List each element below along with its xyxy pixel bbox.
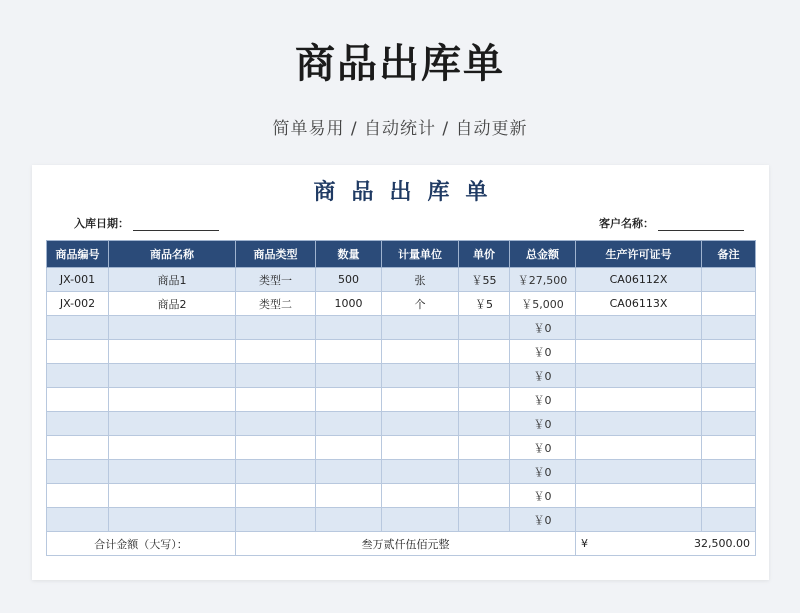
table-cell[interactable] <box>702 436 756 460</box>
table-cell[interactable] <box>459 460 510 484</box>
table-cell[interactable] <box>316 508 382 532</box>
date-input-line[interactable] <box>133 218 219 231</box>
table-cell[interactable] <box>109 340 236 364</box>
table-cell[interactable]: 个 <box>382 292 459 316</box>
sheet-title: 商品出库单 <box>313 180 504 205</box>
table-cell[interactable] <box>576 412 702 436</box>
table-cell[interactable] <box>236 436 316 460</box>
customer-input-line[interactable] <box>658 218 744 231</box>
table-cell[interactable]: 500 <box>316 268 382 292</box>
table-cell[interactable]: ￥0 <box>510 340 576 364</box>
table-cell[interactable] <box>316 484 382 508</box>
table-cell[interactable]: ￥0 <box>510 316 576 340</box>
col-header: 计量单位 <box>382 241 459 268</box>
table-row <box>47 268 756 292</box>
total-amount-cell <box>576 532 756 556</box>
table-cell[interactable] <box>316 460 382 484</box>
table-cell[interactable] <box>459 436 510 460</box>
table-cell[interactable] <box>236 508 316 532</box>
table-cell[interactable] <box>47 484 109 508</box>
total-row <box>47 532 756 556</box>
table-cell[interactable] <box>47 364 109 388</box>
table-cell[interactable] <box>576 460 702 484</box>
table-cell[interactable]: ￥0 <box>510 484 576 508</box>
table-cell[interactable] <box>382 484 459 508</box>
table-header-row <box>47 241 756 268</box>
table-cell[interactable] <box>576 508 702 532</box>
table-cell[interactable] <box>576 340 702 364</box>
table-cell[interactable] <box>459 364 510 388</box>
table-row <box>47 364 756 388</box>
table-cell[interactable] <box>382 436 459 460</box>
col-header: 数量 <box>316 241 382 268</box>
table-cell[interactable]: ￥0 <box>510 508 576 532</box>
table-cell[interactable] <box>459 484 510 508</box>
table-cell[interactable]: 1000 <box>316 292 382 316</box>
table-cell[interactable]: 商品1 <box>109 268 236 292</box>
table-cell[interactable] <box>382 508 459 532</box>
table-cell[interactable] <box>382 364 459 388</box>
table-cell[interactable]: ￥5,000 <box>510 292 576 316</box>
table-row <box>47 292 756 316</box>
table-cell[interactable] <box>702 484 756 508</box>
table-row <box>47 460 756 484</box>
total-amount-wrap <box>579 537 752 550</box>
table-row <box>47 412 756 436</box>
table-cell[interactable] <box>236 364 316 388</box>
table-cell[interactable] <box>109 316 236 340</box>
table-cell[interactable] <box>47 460 109 484</box>
table-cell[interactable] <box>576 364 702 388</box>
table-cell[interactable] <box>316 388 382 412</box>
table-cell[interactable] <box>459 412 510 436</box>
table-cell[interactable] <box>236 484 316 508</box>
table-cell[interactable]: 张 <box>382 268 459 292</box>
table-body <box>47 268 756 556</box>
col-header: 商品编号 <box>47 241 109 268</box>
table-row <box>47 316 756 340</box>
table-cell[interactable] <box>576 436 702 460</box>
total-currency: ¥ <box>581 537 588 550</box>
table-cell[interactable] <box>382 412 459 436</box>
table-cell[interactable] <box>576 484 702 508</box>
table-cell[interactable] <box>236 316 316 340</box>
table-cell[interactable] <box>702 412 756 436</box>
table-cell[interactable] <box>236 460 316 484</box>
table-row <box>47 340 756 364</box>
table-cell[interactable]: JX-002 <box>47 292 109 316</box>
total-in-words: 叁万贰仟伍佰元整 <box>236 532 576 556</box>
table-cell[interactable]: 商品2 <box>109 292 236 316</box>
page-title: 商品出库单 <box>295 41 505 87</box>
table-cell[interactable] <box>382 340 459 364</box>
table-cell[interactable] <box>109 484 236 508</box>
table-row <box>47 508 756 532</box>
date-field <box>74 215 219 231</box>
table-row <box>47 436 756 460</box>
table-cell[interactable]: 类型一 <box>236 268 316 292</box>
table-cell[interactable] <box>702 364 756 388</box>
table-row <box>47 388 756 412</box>
col-header: 生产许可证号 <box>576 241 702 268</box>
table-cell[interactable] <box>47 388 109 412</box>
table-cell[interactable] <box>236 388 316 412</box>
table-cell[interactable] <box>459 340 510 364</box>
col-header: 总金额 <box>510 241 576 268</box>
date-label: 入库日期： <box>74 217 129 230</box>
table-cell[interactable] <box>316 340 382 364</box>
total-amount: 32,500.00 <box>694 537 750 550</box>
table-cell[interactable] <box>382 460 459 484</box>
table-cell[interactable]: ￥0 <box>510 460 576 484</box>
table-cell[interactable] <box>47 412 109 436</box>
col-header: 商品名称 <box>109 241 236 268</box>
col-header: 备注 <box>702 241 756 268</box>
table-cell[interactable] <box>109 436 236 460</box>
page-subtitle: 简单易用 / 自动统计 / 自动更新 <box>272 119 528 139</box>
table-cell[interactable] <box>702 460 756 484</box>
customer-label: 客户名称： <box>599 217 654 230</box>
table-cell[interactable]: ￥0 <box>510 412 576 436</box>
table-cell[interactable] <box>47 316 109 340</box>
table-cell[interactable] <box>576 316 702 340</box>
table-cell[interactable]: ￥55 <box>459 268 510 292</box>
outbound-sheet <box>32 165 769 580</box>
table-cell[interactable]: ￥0 <box>510 388 576 412</box>
table-cell[interactable]: ￥0 <box>510 364 576 388</box>
table-cell[interactable] <box>109 460 236 484</box>
table-cell[interactable]: CA06113X <box>576 292 702 316</box>
table-cell[interactable] <box>316 436 382 460</box>
table-cell[interactable]: ￥0 <box>510 436 576 460</box>
table-cell[interactable] <box>316 316 382 340</box>
customer-field <box>599 215 744 231</box>
table-cell[interactable] <box>109 388 236 412</box>
table-cell[interactable] <box>702 292 756 316</box>
table-cell[interactable] <box>109 364 236 388</box>
table-cell[interactable] <box>702 316 756 340</box>
table-cell[interactable] <box>459 508 510 532</box>
table-cell[interactable] <box>109 508 236 532</box>
table-cell[interactable] <box>702 340 756 364</box>
table-cell[interactable] <box>316 412 382 436</box>
table-cell[interactable] <box>702 388 756 412</box>
col-header: 商品类型 <box>236 241 316 268</box>
col-header: 单价 <box>459 241 510 268</box>
outbound-table <box>46 240 756 556</box>
table-cell[interactable] <box>702 508 756 532</box>
table-cell[interactable]: CA06112X <box>576 268 702 292</box>
table-cell[interactable]: 类型二 <box>236 292 316 316</box>
total-label: 合计金额（大写）： <box>47 532 236 556</box>
table-cell[interactable] <box>236 340 316 364</box>
table-cell[interactable] <box>576 388 702 412</box>
table-cell[interactable] <box>109 412 236 436</box>
table-row <box>47 484 756 508</box>
table-cell[interactable] <box>47 508 109 532</box>
table-cell[interactable] <box>459 388 510 412</box>
table-cell[interactable] <box>459 316 510 340</box>
table-cell[interactable] <box>47 436 109 460</box>
table-cell[interactable] <box>382 388 459 412</box>
table-cell[interactable]: ￥5 <box>459 292 510 316</box>
table-cell[interactable]: JX-001 <box>47 268 109 292</box>
table-cell[interactable]: ￥27,500 <box>510 268 576 292</box>
table-cell[interactable] <box>236 412 316 436</box>
table-cell[interactable] <box>47 340 109 364</box>
table-cell[interactable] <box>702 268 756 292</box>
table-cell[interactable] <box>316 364 382 388</box>
table-cell[interactable] <box>382 316 459 340</box>
